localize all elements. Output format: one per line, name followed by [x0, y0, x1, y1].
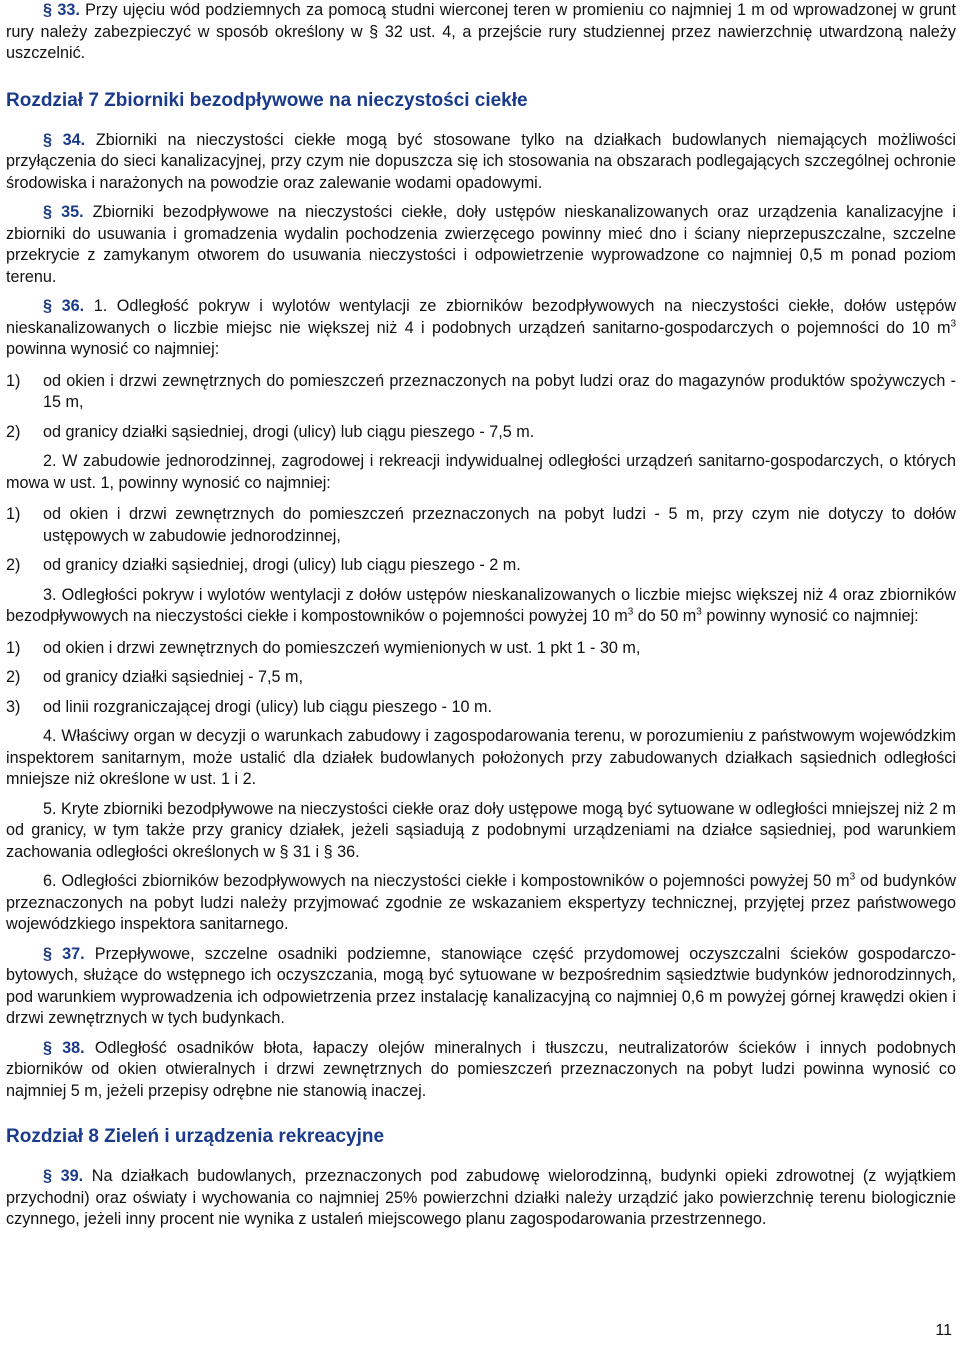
paragraph-36-ust-3: [6, 585, 956, 628]
page-number: 11: [935, 1322, 952, 1339]
list-item: [6, 667, 956, 689]
paragraph-text: Odległość osadników błota, łapaczy olejów mineralnych i tłuszczu, neutralizatorów ścieków i innych podobnych zbiorników od okien otwieralnych i drzwi zewnętrznych do pomieszczeń przeznaczonych na pobyt ludzi powinna wynosić co najmniej 5 m, jeżeli przepisy odrębne nie stanowią inaczej.: [6, 1038, 957, 1100]
ust-3-list: [6, 638, 956, 719]
list-text: od linii rozgraniczającej drogi (ulicy) lub ciągu pieszego - 10 m.: [43, 697, 492, 716]
list-number: 2): [6, 422, 21, 441]
document-page: [6, 0, 956, 1231]
ust-text: od budynków przeznaczonych na pobyt ludzi należy przyjmować zgodnie ze wskazaniem ekspertyzy technicznej, przyjętej przez państwowego wojewódzkiego inspektora sanitarnego.: [6, 872, 956, 933]
list-text: od granicy działki sąsiedniej, drogi (ulicy) lub ciągu pieszego - 7,5 m.: [43, 422, 535, 441]
ust-text: 1. Odległość pokryw i wylotów wentylacji ze zbiorników bezodpływowych na nieczystości ciekłe, dołów ustępów nieskanalizowanych o liczbie miejsc nie większej niż 4 i podobnych urządzeń sanitarno-gospodarczych o pojemności do 10 m: [6, 297, 957, 337]
paragraph-number: 37.: [62, 944, 85, 963]
chapter-8-heading: Rozdział 8 Zieleń i urządzenia rekreacyjne: [6, 1126, 385, 1147]
paragraph-37: [6, 944, 956, 1030]
superscript: 3: [950, 318, 956, 330]
section-sign: §: [43, 130, 53, 149]
chapter-7-heading: Rozdział 7 Zbiorniki bezodpływowe na nieczystości ciekłe: [6, 89, 528, 111]
superscript: 3: [696, 606, 702, 618]
list-item: [6, 504, 956, 547]
ust-2-list: [6, 504, 956, 577]
section-sign: §: [43, 944, 53, 963]
list-text: od okien i drzwi zewnętrznych do pomieszczeń wymienionych w ust. 1 pkt 1 - 30 m,: [43, 638, 641, 657]
section-sign: §: [43, 1167, 53, 1185]
paragraph-text: Przy ujęciu wód podziemnych za pomocą studni wierconej teren w promieniu co najmniej 1 m od wprowadzonej w grunt rury należy zabezpieczyć w sposób określony w § 32 ust. 4, a przejście rury studziennej przez nawierzchnię utwardzoną należy uszczelnić.: [6, 1, 957, 62]
section-sign: §: [43, 203, 53, 221]
list-item: [6, 638, 956, 660]
paragraph-36-ust-2: 2. W zabudowie jednorodzinnej, zagrodowej i rekreacji indywidualnej odległości urządzeń sanitarno-gospodarczych, o których mowa w ust. 1, powinny wynosić co najmniej:: [6, 452, 956, 492]
list-number: 1): [6, 371, 21, 390]
list-number: 1): [6, 505, 21, 523]
paragraph-number: 36.: [61, 297, 85, 315]
list-number: 2): [6, 668, 21, 686]
list-number: 2): [6, 556, 21, 574]
paragraph-36-ust-1: [6, 296, 956, 361]
list-item: [6, 697, 956, 719]
paragraph-36-ust-4: 4. Właściwy organ w decyzji o warunkach zabudowy i zagospodarowania terenu, w porozumieniu z państwowym wojewódzkim inspektorem sanitarnym, może ustalić dla działek budowlanych położonych przy zabudowanych działkach sąsiednich odległości mniejsze niż określone w ust. 1 i 2.: [6, 727, 956, 788]
ust-text: powinna wynosić co najmniej:: [6, 340, 220, 358]
list-number: 3): [6, 697, 21, 716]
list-number: 1): [6, 638, 21, 657]
paragraph-number: 35.: [61, 203, 84, 221]
ust-text: powinny wynosić co najmniej:: [701, 607, 919, 625]
list-text: od okien i drzwi zewnętrznych do pomieszczeń przeznaczonych na pobyt ludzi oraz do magazynów produktów spożywczych - 15 m,: [43, 371, 956, 411]
list-text: od granicy działki sąsiedniej - 7,5 m,: [43, 668, 304, 686]
list-text: od granicy działki sąsiedniej, drogi (ulicy) lub ciągu pieszego - 2 m.: [43, 556, 521, 574]
paragraph-number: 34.: [62, 130, 86, 149]
list-item: [6, 371, 956, 414]
list-item: [6, 555, 956, 577]
ust-text: 6. Odległości zbiorników bezodpływowych na nieczystości ciekłe i kompostowników o pojemności powyżej 50 m: [43, 872, 850, 890]
superscript: 3: [849, 871, 856, 883]
paragraph-text: Zbiorniki na nieczystości ciekłe mogą być stosowane tylko na działkach budowlanych niemających możliwości przyłączenia do sieci kanalizacyjnej, przy czym nie dopuszcza się ich stosowania na obszarach podlegających szczególnej ochronie środowiska i narażonych na powodzie oraz zalewanie wodami opadowymi.: [6, 130, 957, 192]
paragraph-text: Przepływowe, szczelne osadniki podziemne, stanowiące część przydomowej oczyszczalni ścieków gospodarczo-bytowych, służące do wstępnego ich oczyszczania, mogą być sytuowane w bezpośrednim sąsiedztwie budynków jednorodzinnych, pod warunkiem wyprowadzenia ich odpowietrzenia przez instalację kanalizacyjną co najmniej 0,6 m powyżej górnej krawędzi okien i drzwi zewnętrznych w tych budynkach.: [6, 944, 956, 1027]
ust-text: 3. Odległości pokryw i wylotów wentylacji z dołów ustępów nieskanalizowanych o liczbie miejsc większej niż 4 oraz zbiorników bezodpływowych na nieczystości ciekłe i kompostowników o pojemności powyżej 10 m: [6, 585, 956, 625]
superscript: 3: [627, 606, 634, 618]
paragraph-text: Na działkach budowlanych, przeznaczonych pod zabudowę wielorodzinną, budynki opieki zdrowotnej (z wyjątkiem przychodni) oraz oświaty i wychowania co najmniej 25% powierzchni działki należy urządzić jako powierzchnię terenu biologicznie czynnego, jeżeli inny procent nie wynika z ustaleń miejscowego planu zagospodarowania przestrzennego.: [6, 1167, 956, 1228]
paragraph-38: [6, 1038, 956, 1103]
paragraph-36-ust-6: [6, 871, 956, 936]
list-item: [6, 422, 956, 444]
section-sign: §: [43, 1, 53, 19]
paragraph-34: [6, 130, 956, 195]
paragraph-35: [6, 202, 956, 288]
paragraph-text: Zbiorniki bezodpływowe na nieczystości ciekłe, doły ustępów nieskanalizowanych oraz urządzenia kanalizacyjne i zbiorniki do usuwania i gromadzenia wydalin pochodzenia zwierzęcego powinny mieć dno i ściany nieprzepuszczalne, szczelne przekrycie z zamykanym otworem do usuwania nieczystości i odpowietrzenie wyprowadzone co najmniej 0,5 m ponad poziom terenu.: [6, 203, 957, 286]
ust-text: do 50 m: [633, 607, 697, 625]
section-sign: §: [43, 297, 53, 315]
paragraph-36-ust-5: 5. Kryte zbiorniki bezodpływowe na nieczystości ciekłe oraz doły ustępowe mogą być sytuowane w odległości mniejszej niż 2 m od granicy, w tym także przy granicy działek, jeżeli sąsiadują z podobnymi urządzeniami na działce sąsiedniej, pod warunkiem zachowania odległości określonych w § 31 i § 36.: [6, 799, 956, 861]
paragraph-number: 38.: [62, 1038, 85, 1057]
paragraph-39: [6, 1166, 956, 1231]
ust-1-list: [6, 371, 956, 444]
paragraph-number: 33.: [57, 1, 80, 19]
paragraph-number: 39.: [60, 1167, 84, 1185]
list-text: od okien i drzwi zewnętrznych do pomieszczeń przeznaczonych na pobyt ludzi - 5 m, przy czym nie dotyczy to dołów ustępowych w zabudowie jednorodzinnej,: [43, 505, 956, 545]
section-sign: §: [43, 1038, 53, 1057]
paragraph-33: [6, 0, 956, 65]
